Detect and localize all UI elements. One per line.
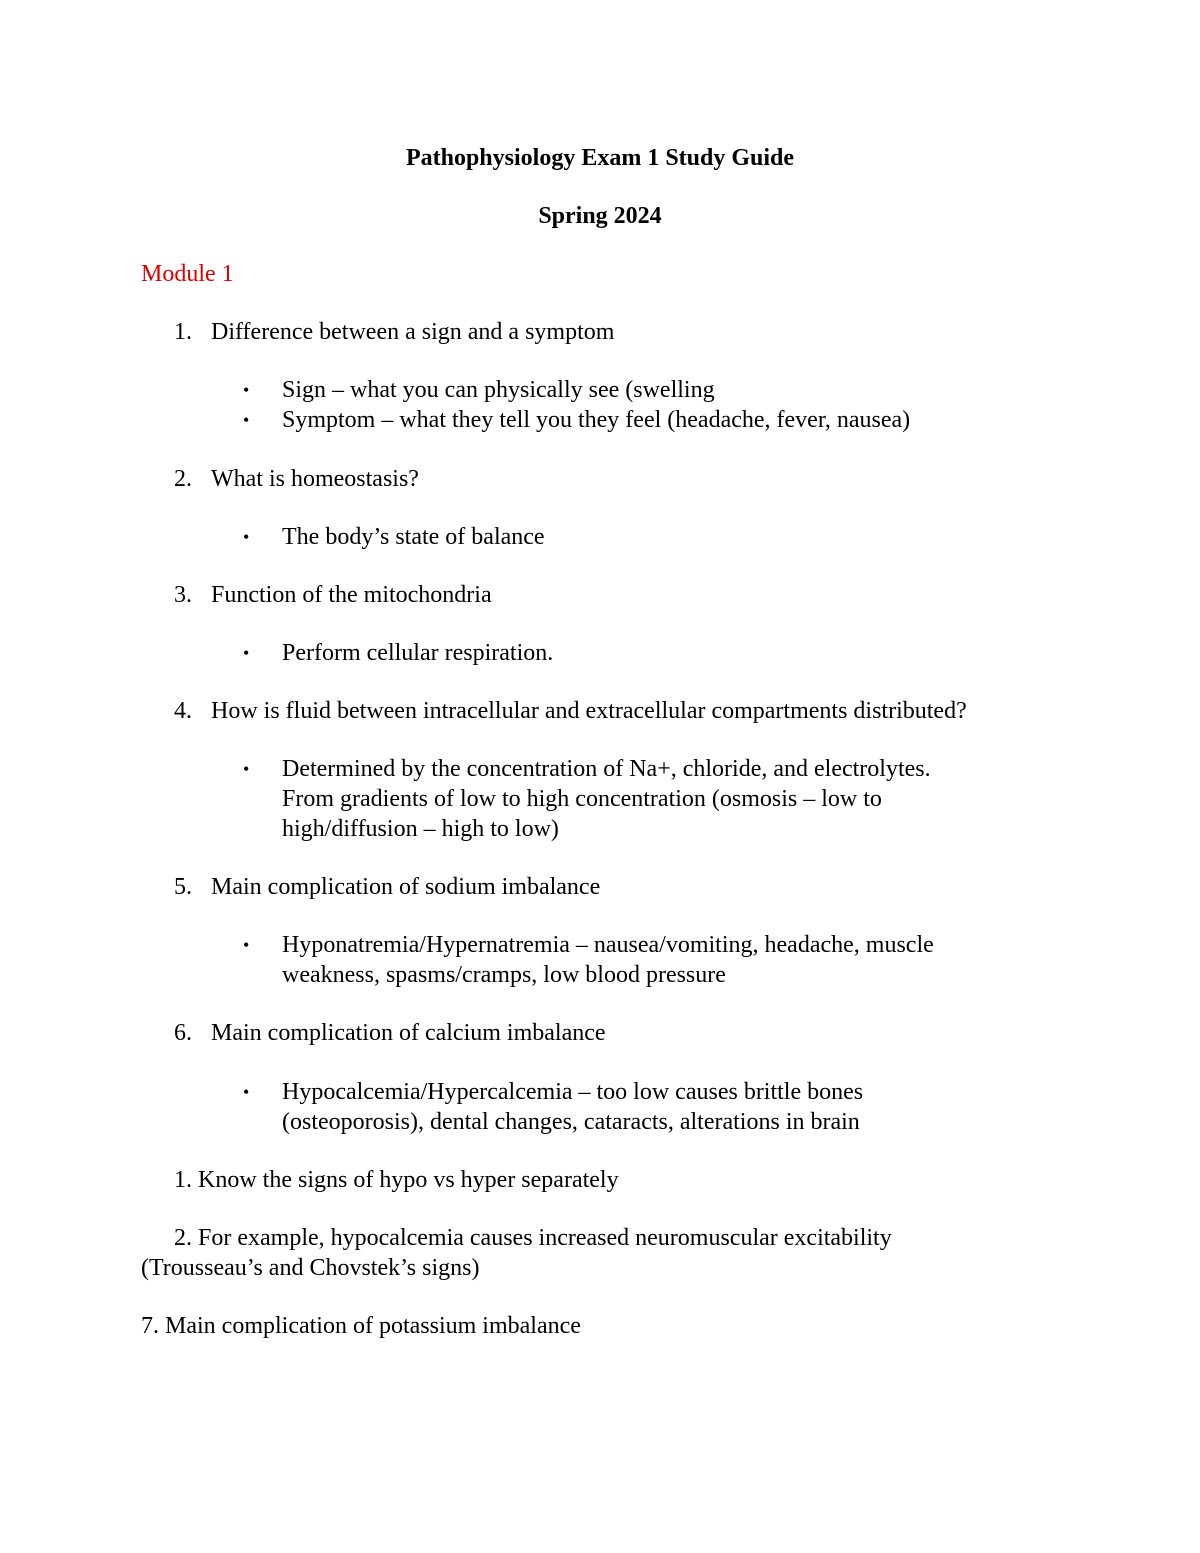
bullet-text: high/diffusion – high to low) bbox=[282, 816, 559, 842]
module-heading: Module 1 bbox=[141, 261, 234, 287]
bullet-icon: • bbox=[243, 527, 250, 547]
bullet-text: Sign – what you can physically see (swelling bbox=[282, 377, 715, 403]
document-term: Spring 2024 bbox=[538, 203, 662, 229]
question-text: What is homeostasis? bbox=[211, 466, 419, 492]
bullet-text: From gradients of low to high concentration (osmosis – low to bbox=[282, 786, 882, 812]
question-number: 2. bbox=[174, 466, 192, 492]
question-text: Difference between a sign and a symptom bbox=[211, 319, 615, 345]
bullet-text: Hyponatremia/Hypernatremia – nausea/vomiting, headache, muscle bbox=[282, 932, 934, 958]
question-number: 3. bbox=[174, 582, 192, 608]
question-text: 7. Main complication of potassium imbalance bbox=[141, 1313, 581, 1339]
note-line: 2. For example, hypocalcemia causes increased neuromuscular excitability bbox=[174, 1225, 892, 1251]
bullet-text: Symptom – what they tell you they feel (headache, fever, nausea) bbox=[282, 407, 911, 433]
bullet-icon: • bbox=[243, 380, 250, 400]
bullet-text: weakness, spasms/cramps, low blood pressure bbox=[282, 962, 726, 988]
bullet-icon: • bbox=[243, 935, 250, 955]
bullet-text: (osteoporosis), dental changes, cataracts, alterations in brain bbox=[282, 1109, 860, 1135]
document-title: Pathophysiology Exam 1 Study Guide bbox=[405, 145, 795, 171]
question-text: Main complication of calcium imbalance bbox=[211, 1020, 606, 1046]
question-number: 1. bbox=[174, 319, 192, 345]
question-number: 4. bbox=[174, 698, 192, 724]
bullet-icon: • bbox=[243, 759, 250, 779]
bullet-icon: • bbox=[243, 643, 250, 663]
question-text: How is fluid between intracellular and extracellular compartments distributed? bbox=[211, 698, 967, 724]
bullet-text: Hypocalcemia/Hypercalcemia – too low causes brittle bones bbox=[282, 1079, 864, 1105]
question-text: Function of the mitochondria bbox=[211, 582, 492, 608]
question-text: Main complication of sodium imbalance bbox=[211, 874, 601, 900]
question-number: 6. bbox=[174, 1020, 192, 1046]
bullet-icon: • bbox=[243, 1082, 250, 1102]
note-line: (Trousseau’s and Chovstek’s signs) bbox=[141, 1255, 480, 1281]
bullet-text: Perform cellular respiration. bbox=[282, 640, 554, 666]
bullet-text: Determined by the concentration of Na+, chloride, and electrolytes. bbox=[282, 756, 931, 782]
bullet-icon: • bbox=[243, 410, 250, 430]
bullet-text: The body’s state of balance bbox=[282, 524, 545, 550]
note-line: 1. Know the signs of hypo vs hyper separately bbox=[174, 1167, 619, 1193]
question-number: 5. bbox=[174, 874, 192, 900]
